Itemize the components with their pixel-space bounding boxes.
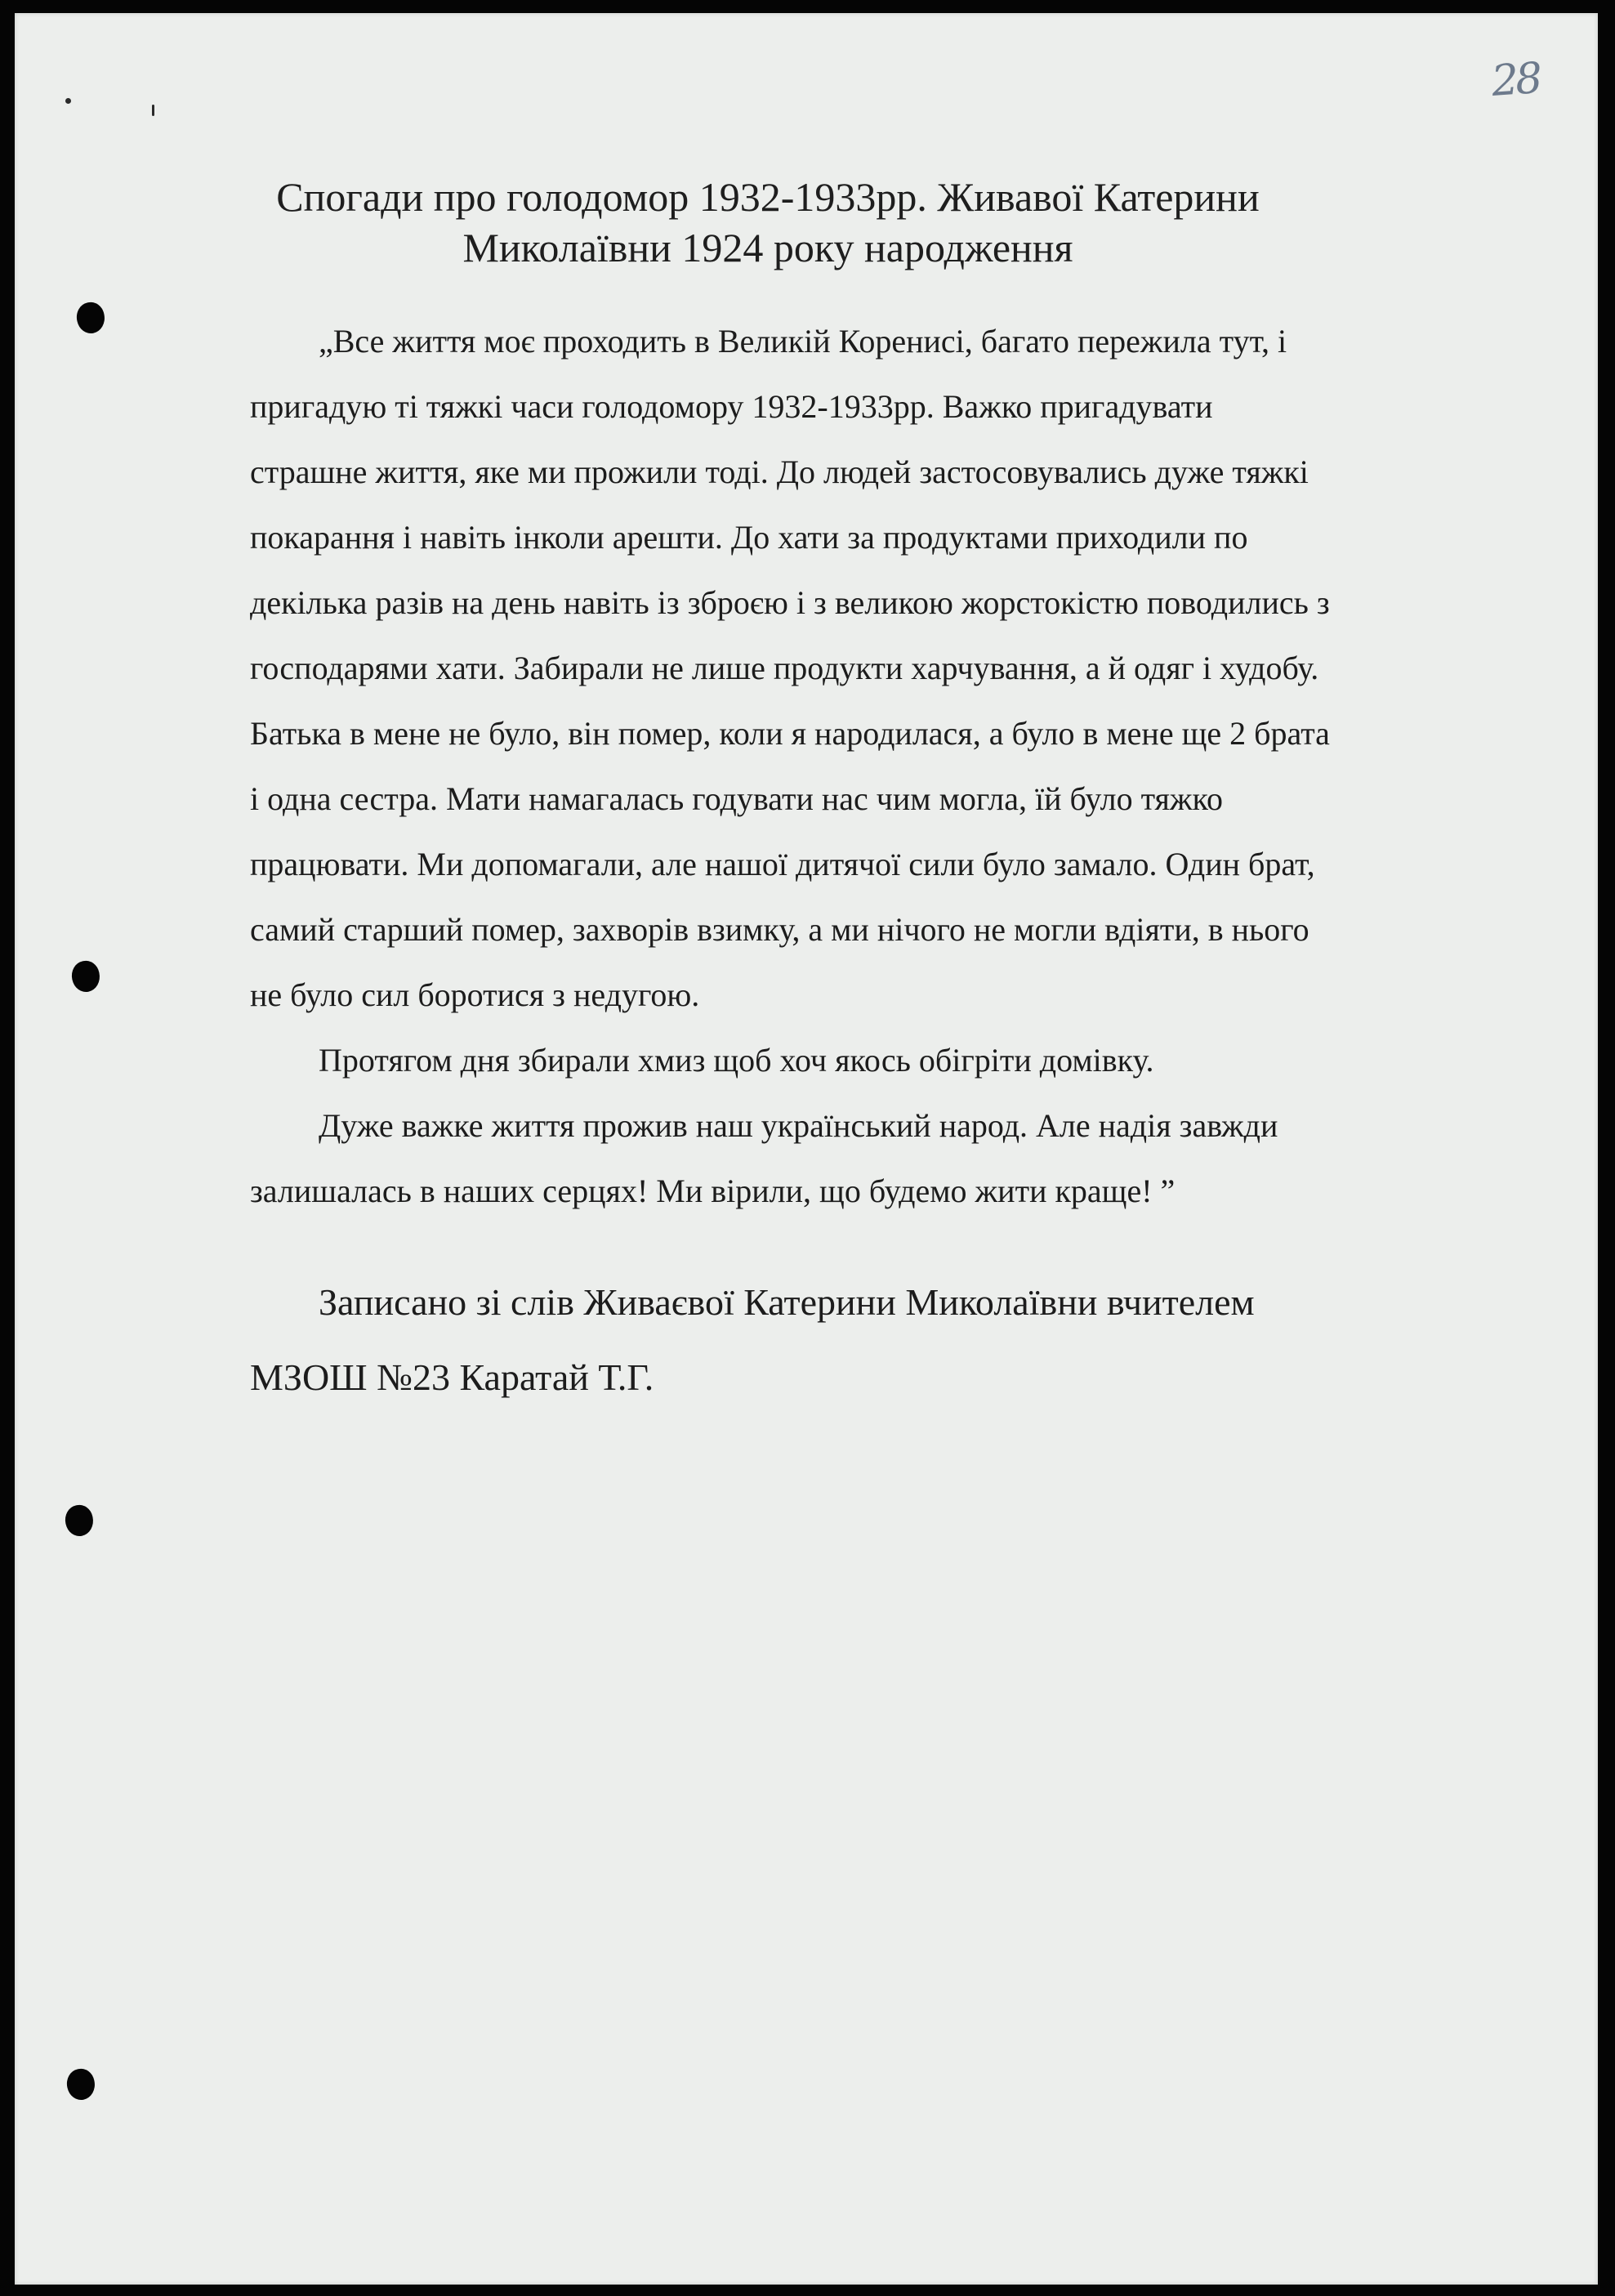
paragraph [250,1093,1524,1224]
text-line: не було сил боротися з недугою. [250,976,700,1013]
text-line: страшне життя, яке ми прожили тоді. До людей застосовувались дуже тяжкі [250,453,1309,490]
text-line: самий старший помер, захворів взимку, а ми нічого не могли вдіяти, в нього [250,911,1309,948]
scan-speck [152,105,154,116]
text-line: МЗОШ №23 Каратай Т.Г. [250,1356,654,1398]
text-line: господарями хати. Забирали не лише продукти харчування, а й одяг і худобу. [250,650,1319,686]
testimony-body [250,309,1524,1224]
punch-hole [64,2066,97,2102]
text-line: Протягом дня збирали хмиз щоб хоч якось обігріти домівку. [319,1042,1154,1079]
recorded-by-note [250,1265,1524,1415]
title-line: Спогади про голодомор 1932-1933рр. Живавої Катерини [276,174,1260,220]
paragraph [250,309,1524,1028]
document-title [196,172,1340,273]
punch-hole [69,958,102,994]
handwritten-page-number: 28 [1489,54,1541,106]
scan-speck [65,98,71,104]
text-line: покарання і навіть інколи арешти. До хати за продуктами приходили по [250,519,1248,556]
text-line: залишалась в наших серцях! Ми вірили, що будемо жити краще! ” [250,1173,1176,1209]
text-line: і одна сестра. Мати намагалась годувати нас чим могла, їй було тяжко [250,780,1223,817]
text-line: пригадую ті тяжкі часи голодомору 1932-1933рр. Важко пригадувати [250,388,1213,425]
text-line: працювати. Ми допомагали, але нашої дитячої сили було замало. Один брат, [250,846,1315,882]
text-line: „Все життя моє проходить в Великій Коренисі, багато пережила тут, і [319,323,1287,360]
text-line: декілька разів на день навіть із зброєю і з великою жорстокістю поводились з [250,584,1330,621]
punch-hole [74,300,107,336]
paragraph [250,1028,1524,1093]
punch-hole [62,1503,96,1539]
text-line: Дуже важке життя прожив наш український народ. Але надія завжди [319,1107,1278,1144]
title-line: Миколаївни 1924 року народження [462,225,1073,270]
text-line: Записано зі слів Живаєвої Катерини Миколаївни вчителем [319,1281,1255,1323]
text-line: Батька в мене не було, він помер, коли я народилася, а було в мене ще 2 брата [250,715,1330,752]
